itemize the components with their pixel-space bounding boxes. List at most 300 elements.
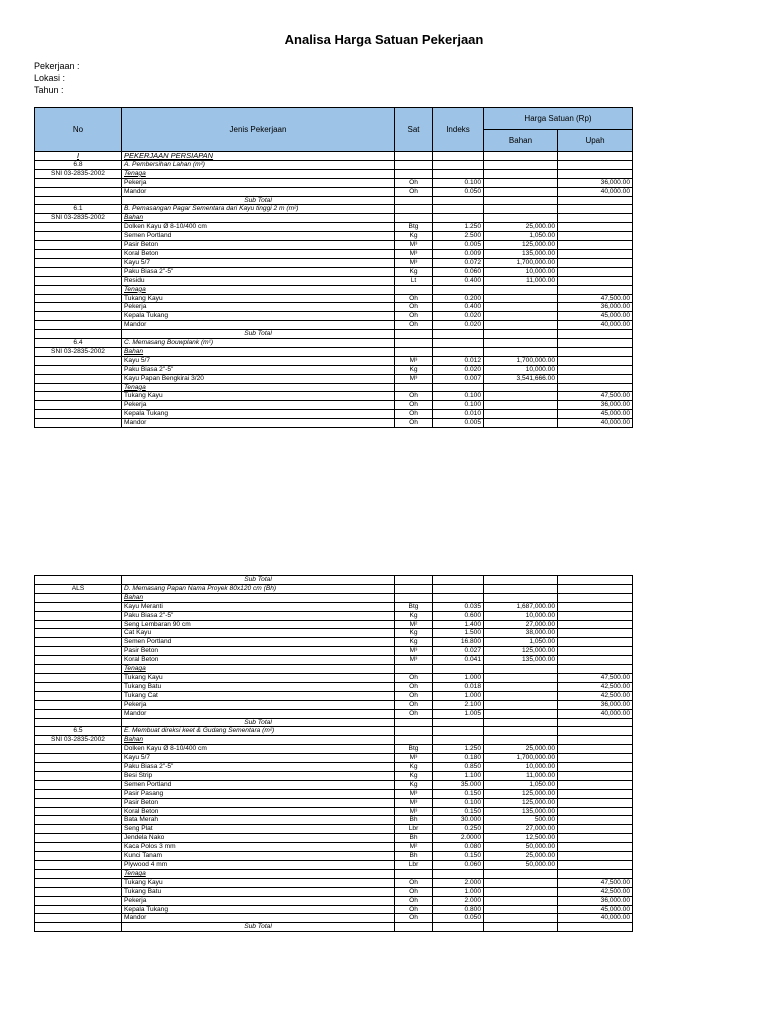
cell-upah	[558, 152, 633, 161]
cell-bahan	[484, 709, 558, 718]
cell-upah	[558, 763, 633, 772]
cell-indeks	[433, 923, 484, 932]
cell-no	[35, 798, 122, 807]
cell-bahan	[484, 593, 558, 602]
table-row	[35, 878, 633, 887]
cell-no	[35, 356, 122, 365]
table-row	[35, 383, 633, 392]
cell-indeks	[433, 196, 484, 205]
cell-no	[35, 816, 122, 825]
project-meta	[34, 60, 80, 96]
cell-bahan	[484, 214, 558, 223]
cell-bahan	[484, 321, 558, 330]
table-row	[35, 187, 633, 196]
cell-sat: Kg	[395, 780, 433, 789]
cell-sat	[395, 923, 433, 932]
table-row	[35, 923, 633, 932]
cell-no	[35, 196, 122, 205]
cell-indeks: 2.500	[433, 232, 484, 241]
cell-jenis: B. Pemasangan Pagar Sementara dari Kayu tinggi 2 m (m²)	[122, 205, 395, 214]
cell-no: SNI 03-2835-2002	[35, 736, 122, 745]
cell-no: 6.1	[35, 205, 122, 214]
cell-sat: M²	[395, 843, 433, 852]
cell-no	[35, 887, 122, 896]
cell-upah	[558, 169, 633, 178]
cell-sat	[395, 330, 433, 339]
cell-upah	[558, 276, 633, 285]
cell-bahan	[484, 169, 558, 178]
cell-upah	[558, 347, 633, 356]
cell-bahan	[484, 673, 558, 682]
meta-tahun: Tahun :	[34, 85, 64, 95]
cell-upah	[558, 241, 633, 250]
header-jenis: Jenis Pekerjaan	[122, 108, 395, 152]
cell-indeks: 0.100	[433, 392, 484, 401]
cell-jenis: Sub Total	[122, 330, 395, 339]
cell-jenis: Seng Lembaran 90 cm	[122, 620, 395, 629]
cell-bahan	[484, 584, 558, 593]
cell-upah	[558, 638, 633, 647]
cell-no	[35, 923, 122, 932]
table-row	[35, 771, 633, 780]
cell-sat: Oh	[395, 914, 433, 923]
cell-jenis: Paku Biasa 2"-5"	[122, 611, 395, 620]
cell-jenis: PEKERJAAN PERSIAPAN	[122, 152, 395, 161]
table-row	[35, 267, 633, 276]
cell-bahan	[484, 691, 558, 700]
cell-no	[35, 682, 122, 691]
cell-indeks	[433, 330, 484, 339]
cell-indeks	[433, 869, 484, 878]
cell-indeks: 30.000	[433, 816, 484, 825]
cell-upah: 36,000.00	[558, 303, 633, 312]
cell-upah	[558, 665, 633, 674]
cell-indeks	[433, 584, 484, 593]
cell-sat: Btg	[395, 602, 433, 611]
cell-sat: M³	[395, 807, 433, 816]
cell-bahan: 10,000.00	[484, 611, 558, 620]
cell-bahan	[484, 303, 558, 312]
cell-indeks: 0.010	[433, 410, 484, 419]
cell-bahan	[484, 419, 558, 428]
cell-indeks: 0.018	[433, 682, 484, 691]
cell-bahan	[484, 187, 558, 196]
cell-no	[35, 745, 122, 754]
table-row	[35, 401, 633, 410]
table-row	[35, 718, 633, 727]
cell-indeks	[433, 593, 484, 602]
cell-jenis: Tenaga	[122, 169, 395, 178]
cell-no	[35, 861, 122, 870]
cell-bahan	[484, 410, 558, 419]
cell-jenis: Kayu 5/7	[122, 754, 395, 763]
cell-sat: Lt	[395, 276, 433, 285]
cell-sat	[395, 665, 433, 674]
table-row	[35, 789, 633, 798]
cell-indeks: 0.060	[433, 267, 484, 276]
cell-indeks: 35.000	[433, 780, 484, 789]
cell-no	[35, 321, 122, 330]
cell-no	[35, 374, 122, 383]
cell-indeks: 0.027	[433, 647, 484, 656]
table-row	[35, 887, 633, 896]
cell-upah	[558, 374, 633, 383]
header-no: No	[35, 108, 122, 152]
header-harga: Harga Satuan (Rp)	[484, 108, 633, 130]
cell-bahan	[484, 312, 558, 321]
table-row	[35, 312, 633, 321]
cell-indeks: 0.600	[433, 611, 484, 620]
cell-jenis: Kayu 5/7	[122, 356, 395, 365]
cell-upah	[558, 807, 633, 816]
cell-bahan	[484, 205, 558, 214]
cell-indeks: 0.180	[433, 754, 484, 763]
cell-bahan	[484, 736, 558, 745]
cell-no	[35, 241, 122, 250]
table-row	[35, 620, 633, 629]
cell-sat: Oh	[395, 887, 433, 896]
cell-jenis: Semen Portland	[122, 780, 395, 789]
cell-no	[35, 771, 122, 780]
cell-indeks: 16.800	[433, 638, 484, 647]
cell-jenis: Tenaga	[122, 383, 395, 392]
cell-upah	[558, 258, 633, 267]
cell-indeks	[433, 727, 484, 736]
table-row	[35, 780, 633, 789]
cell-jenis: Koral Beton	[122, 249, 395, 258]
cell-upah: 40,000.00	[558, 321, 633, 330]
table-row	[35, 869, 633, 878]
cell-indeks: 1.100	[433, 771, 484, 780]
cell-no	[35, 258, 122, 267]
cell-jenis: Cat Kayu	[122, 629, 395, 638]
meta-pekerjaan: Pekerjaan :	[34, 61, 80, 71]
cell-no: 6.4	[35, 339, 122, 348]
table-row	[35, 330, 633, 339]
cell-jenis: A. Pembersihan Lahan (m²)	[122, 160, 395, 169]
cell-no	[35, 178, 122, 187]
cell-indeks: 1.000	[433, 673, 484, 682]
cell-bahan: 25,000.00	[484, 745, 558, 754]
cell-bahan	[484, 383, 558, 392]
table-row	[35, 709, 633, 718]
cell-no	[35, 620, 122, 629]
cell-bahan: 25,000.00	[484, 852, 558, 861]
table-row	[35, 196, 633, 205]
cell-sat: Kg	[395, 232, 433, 241]
cell-jenis: C. Memasang Bouwplank (m¹)	[122, 339, 395, 348]
cell-upah: 36,000.00	[558, 178, 633, 187]
cell-no	[35, 419, 122, 428]
cell-upah	[558, 852, 633, 861]
cell-no: 6.8	[35, 160, 122, 169]
header-indeks: Indeks	[433, 108, 484, 152]
cell-sat: M³	[395, 241, 433, 250]
cell-sat: M²	[395, 620, 433, 629]
cell-no	[35, 294, 122, 303]
cell-no	[35, 223, 122, 232]
cell-jenis: Pasir Beton	[122, 798, 395, 807]
cell-upah	[558, 205, 633, 214]
cell-sat: M³	[395, 789, 433, 798]
cell-upah: 42,500.00	[558, 682, 633, 691]
table-row	[35, 700, 633, 709]
cell-jenis: Seng Plat	[122, 825, 395, 834]
table-row	[35, 356, 633, 365]
cell-no	[35, 763, 122, 772]
cell-upah: 45,000.00	[558, 312, 633, 321]
cell-no	[35, 896, 122, 905]
cell-sat: Btg	[395, 745, 433, 754]
cell-indeks: 0.041	[433, 656, 484, 665]
cell-sat	[395, 593, 433, 602]
cell-upah	[558, 798, 633, 807]
table-row	[35, 745, 633, 754]
cell-no	[35, 576, 122, 585]
table-row	[35, 861, 633, 870]
cell-sat: Lbr	[395, 825, 433, 834]
cell-upah	[558, 754, 633, 763]
cell-upah	[558, 383, 633, 392]
cell-upah	[558, 267, 633, 276]
cell-jenis: Residu	[122, 276, 395, 285]
table-row	[35, 665, 633, 674]
table-row	[35, 276, 633, 285]
cell-indeks: 1.400	[433, 620, 484, 629]
cell-sat: Oh	[395, 905, 433, 914]
table-row	[35, 347, 633, 356]
cell-jenis: Mandor	[122, 419, 395, 428]
cell-sat: Oh	[395, 878, 433, 887]
cell-sat	[395, 196, 433, 205]
cell-indeks	[433, 718, 484, 727]
table-body-page2	[35, 576, 633, 932]
cell-sat: Kg	[395, 638, 433, 647]
cell-bahan	[484, 905, 558, 914]
cell-sat: Oh	[395, 178, 433, 187]
table-row	[35, 834, 633, 843]
cell-jenis: Tenaga	[122, 285, 395, 294]
cell-no	[35, 825, 122, 834]
cell-jenis: Mandor	[122, 709, 395, 718]
cell-jenis: E. Membuat direksi keet & Gudang Sementara (m²)	[122, 727, 395, 736]
cell-upah	[558, 780, 633, 789]
cell-indeks: 0.250	[433, 825, 484, 834]
cell-sat: M³	[395, 798, 433, 807]
header-sat: Sat	[395, 108, 433, 152]
cell-sat: M³	[395, 656, 433, 665]
table-row	[35, 629, 633, 638]
cell-bahan	[484, 196, 558, 205]
cell-jenis: Pekerja	[122, 401, 395, 410]
cell-indeks	[433, 205, 484, 214]
cell-no	[35, 843, 122, 852]
cell-sat: Oh	[395, 682, 433, 691]
cell-jenis: Bahan	[122, 214, 395, 223]
table-row	[35, 223, 633, 232]
cell-no	[35, 665, 122, 674]
table-row	[35, 249, 633, 258]
cell-no	[35, 700, 122, 709]
table-row	[35, 178, 633, 187]
cell-bahan: 125,000.00	[484, 647, 558, 656]
cell-upah	[558, 356, 633, 365]
header-bahan: Bahan	[484, 130, 558, 152]
cell-indeks	[433, 347, 484, 356]
cell-bahan	[484, 869, 558, 878]
cell-jenis: Koral Beton	[122, 656, 395, 665]
cell-sat: Kg	[395, 267, 433, 276]
table-row	[35, 374, 633, 383]
cell-indeks: 2.000	[433, 896, 484, 905]
cell-indeks: 1.250	[433, 223, 484, 232]
cell-jenis: Tukang Kayu	[122, 392, 395, 401]
cell-sat: Kg	[395, 611, 433, 620]
cell-upah	[558, 223, 633, 232]
table-row	[35, 593, 633, 602]
cell-no	[35, 852, 122, 861]
header-upah: Upah	[558, 130, 633, 152]
cell-sat: M³	[395, 647, 433, 656]
cell-sat: Kg	[395, 771, 433, 780]
cell-sat: Kg	[395, 365, 433, 374]
cell-no	[35, 249, 122, 258]
cell-no	[35, 647, 122, 656]
cell-bahan: 27,000.00	[484, 825, 558, 834]
cell-bahan	[484, 896, 558, 905]
cell-indeks: 0.800	[433, 905, 484, 914]
price-analysis-table	[34, 107, 633, 428]
cell-bahan	[484, 347, 558, 356]
cell-upah: 40,000.00	[558, 914, 633, 923]
cell-indeks: 1.000	[433, 691, 484, 700]
cell-no	[35, 691, 122, 700]
cell-jenis: Kunci Tanam	[122, 852, 395, 861]
cell-upah: 45,000.00	[558, 905, 633, 914]
cell-sat: Oh	[395, 896, 433, 905]
cell-jenis: Mandor	[122, 321, 395, 330]
cell-indeks: 0.150	[433, 852, 484, 861]
cell-bahan: 10,000.00	[484, 365, 558, 374]
cell-indeks	[433, 339, 484, 348]
table-row	[35, 736, 633, 745]
cell-upah: 36,000.00	[558, 896, 633, 905]
table-row	[35, 303, 633, 312]
cell-jenis: Mandor	[122, 914, 395, 923]
cell-sat: Oh	[395, 673, 433, 682]
cell-upah	[558, 736, 633, 745]
cell-no: SNI 03-2835-2002	[35, 347, 122, 356]
cell-jenis: Tukang Kayu	[122, 294, 395, 303]
cell-upah	[558, 611, 633, 620]
cell-sat	[395, 160, 433, 169]
cell-indeks: 0.009	[433, 249, 484, 258]
cell-upah	[558, 745, 633, 754]
cell-sat: Lbr	[395, 861, 433, 870]
cell-indeks: 0.007	[433, 374, 484, 383]
cell-jenis: Tukang Cat	[122, 691, 395, 700]
table-row	[35, 754, 633, 763]
cell-sat: Kg	[395, 763, 433, 772]
table-row	[35, 798, 633, 807]
cell-upah	[558, 825, 633, 834]
cell-bahan: 3,541,666.00	[484, 374, 558, 383]
cell-upah: 47,500.00	[558, 294, 633, 303]
cell-bahan	[484, 914, 558, 923]
cell-bahan: 38,000.00	[484, 629, 558, 638]
cell-no	[35, 187, 122, 196]
cell-no: 6.5	[35, 727, 122, 736]
cell-jenis: Jendela Nako	[122, 834, 395, 843]
table-row	[35, 285, 633, 294]
cell-sat: M³	[395, 356, 433, 365]
cell-upah	[558, 330, 633, 339]
cell-upah	[558, 647, 633, 656]
cell-jenis: Kepala Tukang	[122, 410, 395, 419]
cell-bahan: 1,050.00	[484, 780, 558, 789]
cell-sat: Oh	[395, 187, 433, 196]
cell-no	[35, 718, 122, 727]
cell-no	[35, 754, 122, 763]
cell-bahan: 11,000.00	[484, 771, 558, 780]
cell-upah	[558, 718, 633, 727]
table-row	[35, 727, 633, 736]
cell-sat: Oh	[395, 691, 433, 700]
cell-no	[35, 656, 122, 665]
cell-no	[35, 285, 122, 294]
cell-upah	[558, 232, 633, 241]
cell-indeks: 0.150	[433, 807, 484, 816]
cell-bahan: 1,700,000.00	[484, 754, 558, 763]
cell-bahan	[484, 339, 558, 348]
cell-bahan	[484, 160, 558, 169]
table-row	[35, 896, 633, 905]
cell-bahan: 125,000.00	[484, 241, 558, 250]
cell-upah: 47,500.00	[558, 878, 633, 887]
cell-bahan	[484, 878, 558, 887]
cell-bahan	[484, 682, 558, 691]
cell-sat: M³	[395, 754, 433, 763]
cell-no	[35, 232, 122, 241]
table-row	[35, 214, 633, 223]
cell-indeks	[433, 160, 484, 169]
table-row	[35, 763, 633, 772]
cell-upah: 42,500.00	[558, 887, 633, 896]
cell-jenis: Plywood 4 mm	[122, 861, 395, 870]
cell-jenis: Tenaga	[122, 665, 395, 674]
cell-bahan	[484, 718, 558, 727]
cell-sat: Oh	[395, 700, 433, 709]
cell-indeks: 0.400	[433, 276, 484, 285]
cell-sat: Oh	[395, 709, 433, 718]
cell-upah	[558, 656, 633, 665]
cell-jenis: Sub Total	[122, 923, 395, 932]
cell-no: ALS	[35, 584, 122, 593]
cell-sat: Bh	[395, 852, 433, 861]
cell-jenis: Sub Total	[122, 576, 395, 585]
page-title: Analisa Harga Satuan Pekerjaan	[284, 32, 484, 47]
cell-upah	[558, 869, 633, 878]
cell-upah	[558, 160, 633, 169]
cell-indeks: 0.080	[433, 843, 484, 852]
table-row	[35, 410, 633, 419]
cell-bahan: 135,000.00	[484, 249, 558, 258]
cell-bahan: 125,000.00	[484, 798, 558, 807]
cell-indeks	[433, 152, 484, 161]
cell-bahan	[484, 887, 558, 896]
cell-sat	[395, 285, 433, 294]
cell-sat	[395, 727, 433, 736]
